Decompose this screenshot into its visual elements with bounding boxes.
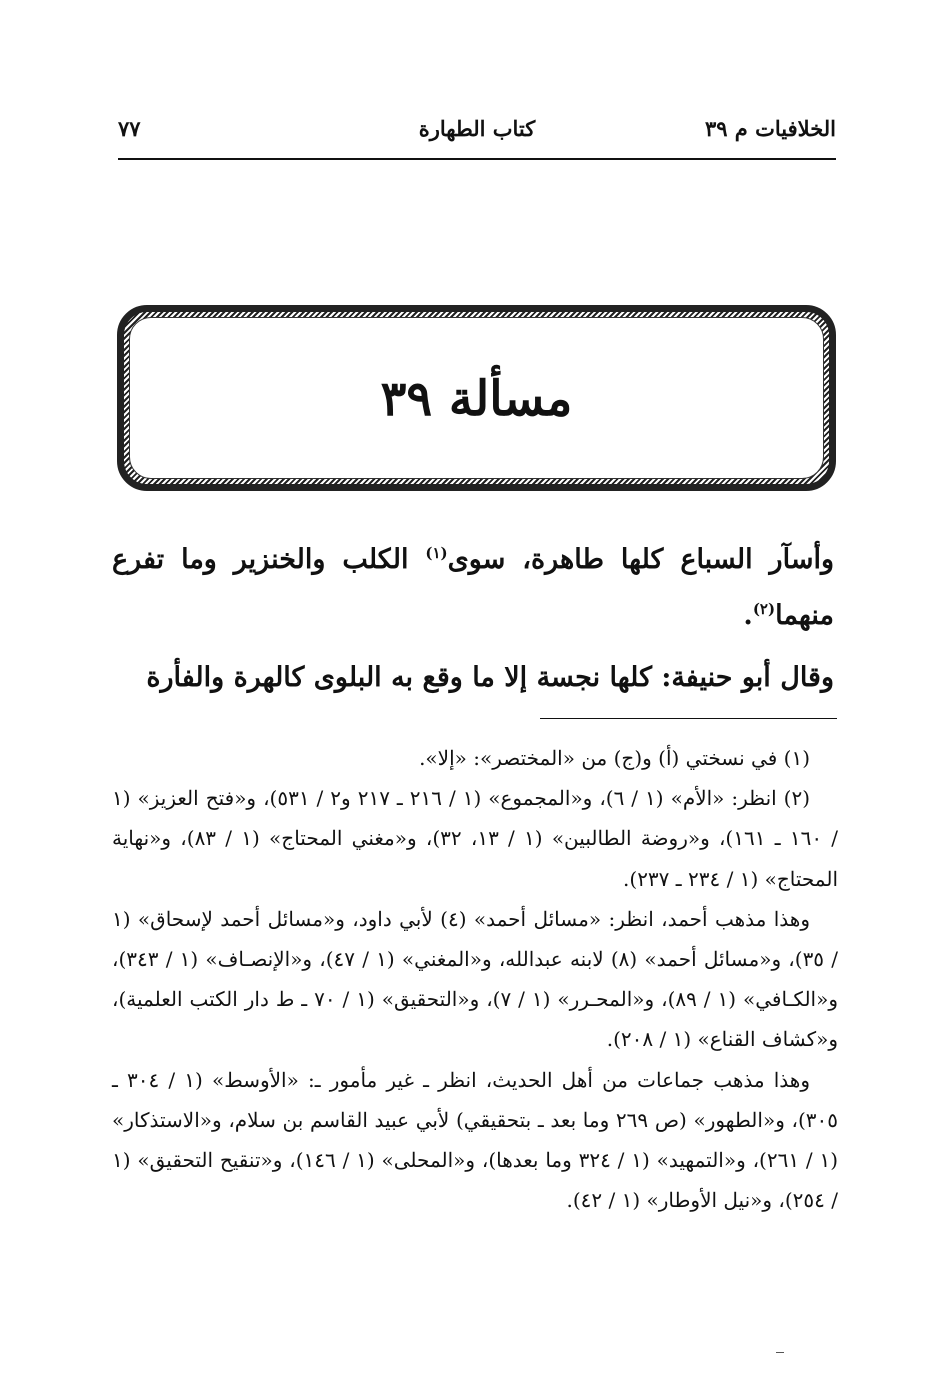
header-book-title: كتاب الطهارة [418, 116, 536, 141]
footnote-ref-2: (٢) [752, 600, 776, 618]
footnote-2-cont-ahmad: وهذا مذهب أحمد، انظر: «مسائل أحمد» (٤) لأبي داود، و«مسائل أحمد لإسحاق» (١ / ٣٥)، و«مسائل أحمد» (٨) لابنه عبدالله، و«المغني» (١ / ٤٧)، و«الإنصـاف» (١ / ٣٤٣)، و«الكـافي» (١ / ٨٩)، و«المحـرر» (١ / ٧)، و«التحقيق» (١ / ٧٠ ـ ط دار الكتب العلمية)، و«كشاف القناع» (١ / ٢٠٨). [112, 906, 839, 1052]
footnote-separator [540, 718, 837, 719]
issue-title: مسألة ٣٩ [380, 371, 573, 427]
page-number: ٧٧ [118, 116, 141, 141]
title-frame [117, 305, 836, 491]
print-mark [776, 1352, 784, 1353]
footnote-2-cont-hadith: وهذا مذهب جماعات من أهل الحديث، انظر ـ غير مأمور ـ: «الأوسط» (١ / ٣٠٤ ـ ٣٠٥)، و«الطهور» (ص ٢٦٩ وما بعد ـ بتحقيقي) لأبي عبيد القاسم بن سلام، و«الاستذكار» (١ / ٢٦١)، و«التمهيد» (١ / ٣٢٤ وما بعدها)، و«المحلى» (١ / ١٤٦)، و«تنقيح التحقيق» (١ / ٢٥٤)، و«نيل الأوطار» (١ / ٤٢). [112, 1067, 839, 1213]
main-p1-end: . [743, 600, 753, 631]
main-paragraph-1 [112, 532, 834, 644]
main-p1-text: وأسآر السباع كلها طاهرة، سوى [447, 544, 834, 575]
footnote-2: (٢) انظر: «الأم» (١ / ٦)، و«المجموع» (١ / ٢١٦ ـ ٢١٧ و٢ / ٥٣١)، و«فتح العزيز» (١ / ١٦٠ ـ ١٦١)، و«روضة الطالبين» (١ / ١٣، ٣٢)، و«مغني المحتاج» (١ / ٨٣)، و«نهاية المحتاج» (١ / ٢٣٤ ـ ٢٣٧). [112, 786, 839, 891]
header-rule [118, 158, 836, 160]
footnotes [112, 738, 838, 1220]
main-text [112, 532, 834, 706]
header-chapter-ref: الخلافيات م ٣٩ [704, 116, 836, 141]
main-paragraph-2: وقال أبو حنيفة: كلها نجسة إلا ما وقع به البلوى كالهرة والفأرة [146, 662, 834, 693]
footnote-ref-1: (١) [425, 544, 448, 562]
main-p1-text-2: الكلب والخنزير وما تفرع منهما [112, 544, 834, 631]
running-header [118, 112, 836, 152]
footnote-1: (١) في نسختي (أ) و(ج) من «المختصر»: «إلا». [419, 746, 810, 770]
